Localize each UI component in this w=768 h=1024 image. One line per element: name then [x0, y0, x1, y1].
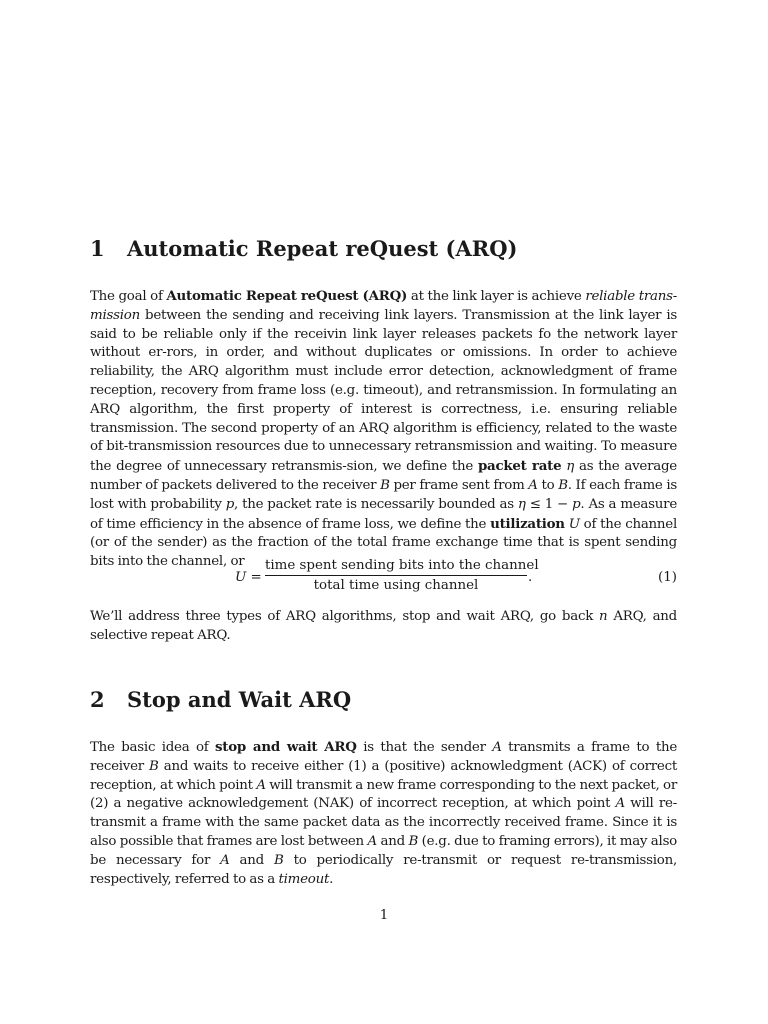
equation-number: (1) [658, 570, 677, 585]
text-run: is that the sender [356, 740, 493, 755]
equation-denominator: total time using channel [313, 578, 479, 593]
section-1-paragraph-1 [90, 287, 677, 572]
bold-term: utilization [490, 515, 565, 532]
section-1-number: 1 [90, 236, 105, 261]
bold-term: Automatic Repeat reQuest (ARQ) [166, 288, 408, 304]
text-run: The basic idea of [90, 740, 215, 755]
text-run: . [329, 871, 334, 887]
equation-period: . [528, 570, 533, 585]
text-run: (e.g. due to framing errors), it may also be necessary for [90, 833, 677, 868]
text-run: . As a measure of time efficiency in the absence of frame loss, we define the [90, 496, 677, 532]
section-1-paragraph-2 [90, 608, 677, 646]
text-run: will transmit a new frame corresponding to the next packet, or (2) a negative acknowledgement (NAK) of incorrect reception, at which point [90, 777, 677, 812]
equation-numerator: time spent sending bits into the channel [265, 558, 527, 576]
section-2-number: 2 [90, 687, 105, 712]
math-symbol: B [149, 758, 159, 774]
math-symbol: A [615, 796, 625, 812]
text-run: and [229, 852, 274, 868]
italic-term: timeout [278, 871, 330, 887]
bold-term: stop and wait ARQ [215, 739, 357, 755]
math-symbol: n [599, 609, 608, 624]
equation-1 [90, 558, 677, 600]
text-run: between the sending and receiving link layers. Transmission at the link layer is said to be reliable only if the receivin link layer releases packets fo the network layer without er-rors, in order, and without duplicates or omissions. In order to achieve reliability, the ARQ algorithm must include error detection, acknowledgment of frame reception, recovery from frame loss (e.g. timeout), and retransmission. In formulating an ARQ algorithm, the first property of interest is correctness, i.e. ensuring reliable transmission. The second property of an ARQ algorithm is efficiency, related to the waste of bit-transmission resources due to unnecessary retransmission and waiting. To measure the degree of unnecessary retransmis-sion, we define the [90, 307, 677, 475]
text-run: The goal of [90, 289, 167, 304]
section-2-title: Stop and Wait ARQ [127, 687, 352, 712]
math-symbol: B [273, 852, 284, 868]
text-run: at the link layer is achieve [407, 289, 586, 304]
text-run: , the packet rate is necessarily bounded as [234, 496, 518, 512]
math-symbol: B [408, 833, 419, 849]
text-run: as the average number of packets delivered to the receiver [90, 459, 677, 493]
page-number: 1 [379, 908, 389, 923]
math-symbol: A [528, 477, 538, 493]
text-run: to periodically re-transmit or request re-transmission, respectively, referred to as a [90, 852, 677, 887]
text-run: of the channel (or of the sender) as the fraction of the total frame exchange time that is spent sending bits into the channel, or [90, 516, 678, 570]
text-run: per frame sent from [389, 477, 529, 493]
math-symbol: U [568, 516, 580, 532]
text-run: . If each frame is lost with probability [90, 477, 677, 512]
math-symbol: A [256, 777, 266, 793]
italic-term: reliable trans-mission [90, 289, 678, 323]
math-symbol: A [367, 833, 377, 849]
text-run: transmits a frame to the receiver [90, 740, 677, 774]
math-symbol: p [572, 496, 581, 512]
text-run: ARQ, and selective repeat ARQ. [90, 609, 678, 643]
text-run: We’ll address three types of ARQ algorithms, stop and wait ARQ, go back [90, 609, 600, 624]
section-2-paragraph-1 [90, 738, 677, 889]
math-symbol: B [380, 477, 390, 493]
math-symbol: A [492, 740, 502, 755]
math-symbol: η [517, 496, 526, 512]
section-1-title: Automatic Repeat reQuest (ARQ) [127, 236, 518, 261]
math-symbol: B [558, 477, 568, 493]
math-symbol: η [566, 459, 575, 475]
text-run: to [537, 477, 559, 493]
text-run: ≤ 1 − [525, 496, 573, 512]
equation-fraction [265, 558, 539, 593]
text-run: and waits to receive either (1) a (positive) acknowledgment (ACK) of correct reception, at which point [90, 758, 677, 793]
bold-term: packet rate [477, 458, 562, 475]
text-run: and [376, 833, 409, 849]
math-symbol: p [225, 496, 235, 512]
math-symbol: A [220, 852, 230, 868]
section-2-heading [90, 687, 351, 713]
section-1-heading [90, 236, 517, 262]
text-run: will re-transmit a frame with the same packet data as the incorrectly received frame. Since it is also possible that frames are lost between [90, 796, 677, 849]
equation-lhs: U = [235, 570, 262, 585]
